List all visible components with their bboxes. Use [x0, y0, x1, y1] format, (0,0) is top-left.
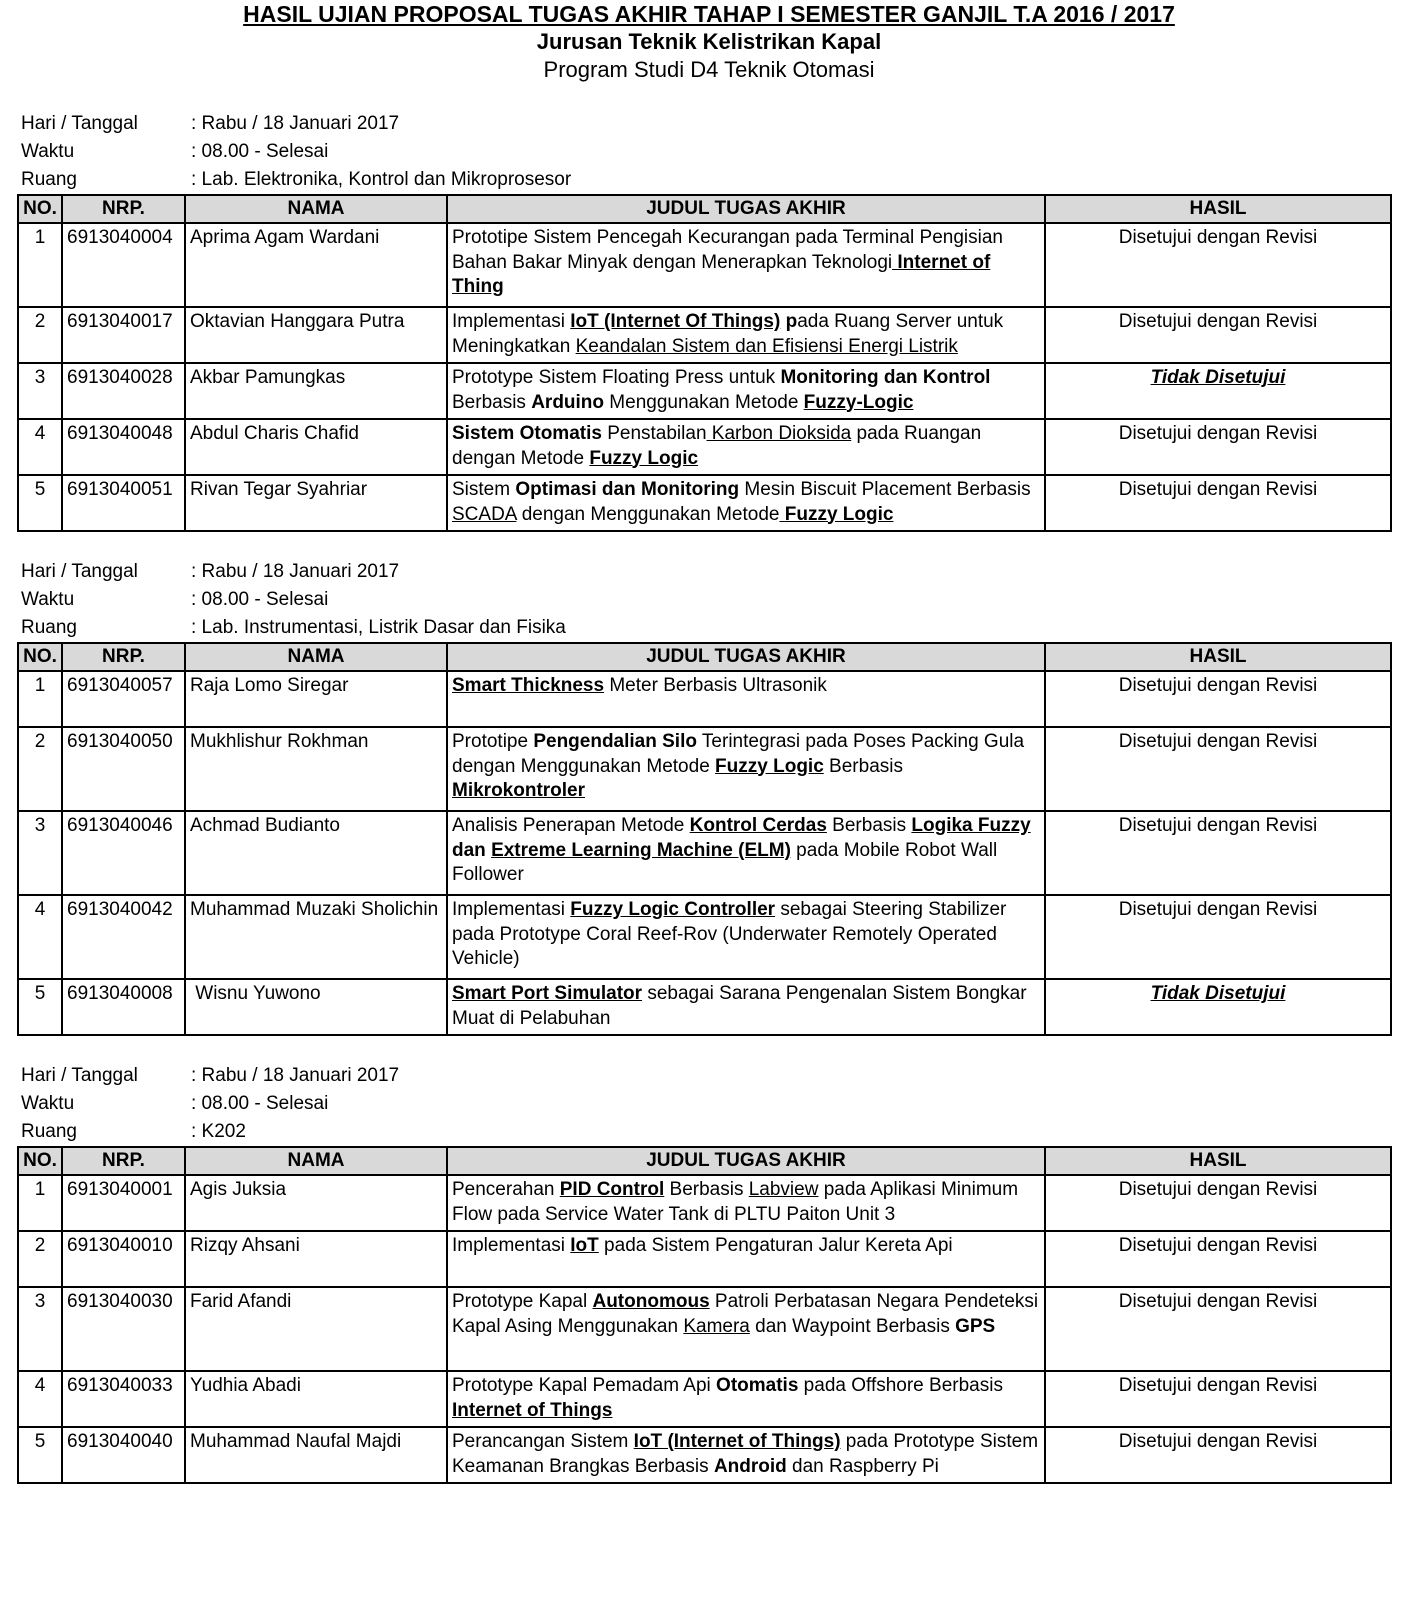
name-cell: Farid Afandi: [185, 1287, 447, 1371]
table-row: [18, 223, 1391, 307]
thesis-title-cell: Prototipe Sistem Pencegah Kecurangan pada Terminal Pengisian Bahan Bakar Minyak dengan Menerapkan Teknologi Internet of Thing: [447, 223, 1045, 307]
time-label: Waktu: [21, 141, 75, 162]
row-number: 5: [18, 979, 62, 1035]
table-row: [18, 475, 1391, 531]
date-label: Hari / Tanggal: [21, 1065, 138, 1086]
name-cell: Oktavian Hanggara Putra: [185, 307, 447, 363]
nrp-cell: 6913040028: [62, 363, 185, 419]
date-label: Hari / Tanggal: [21, 113, 138, 134]
column-header-hasil: HASIL: [1045, 195, 1391, 223]
column-header-nama: NAMA: [185, 1147, 447, 1175]
name-cell: Rivan Tegar Syahriar: [185, 475, 447, 531]
column-header-nrp: NRP.: [62, 643, 185, 671]
thesis-title-cell: Sistem Optimasi dan Monitoring Mesin Biscuit Placement Berbasis SCADA dengan Menggunakan Metode Fuzzy Logic: [447, 475, 1045, 531]
date-value: : Rabu / 18 Januari 2017: [191, 113, 400, 134]
thesis-title-cell: Analisis Penerapan Metode Kontrol Cerdas Berbasis Logika Fuzzy dan Extreme Learning Machine (ELM) pada Mobile Robot Wall Follower: [447, 811, 1045, 895]
name-cell: Akbar Pamungkas: [185, 363, 447, 419]
table-row: [18, 1427, 1391, 1483]
thesis-title-cell: Smart Thickness Meter Berbasis Ultrasonik: [447, 671, 1045, 727]
time-value: : 08.00 - Selesai: [191, 589, 329, 610]
exam-session-1: [17, 110, 1390, 532]
nrp-cell: 6913040046: [62, 811, 185, 895]
results-table: [17, 642, 1392, 1036]
session-info: [17, 558, 1390, 642]
column-header-no: NO.: [18, 195, 62, 223]
time-value: : 08.00 - Selesai: [191, 141, 329, 162]
table-header-row: [18, 195, 1391, 223]
name-cell: Muhammad Muzaki Sholichin: [185, 895, 447, 979]
thesis-title-cell: Prototype Sistem Floating Press untuk Monitoring dan Kontrol Berbasis Arduino Menggunakan Metode Fuzzy-Logic: [447, 363, 1045, 419]
table-row: [18, 1371, 1391, 1427]
result-cell: Disetujui dengan Revisi: [1045, 1175, 1391, 1231]
nrp-cell: 6913040030: [62, 1287, 185, 1371]
nrp-cell: 6913040042: [62, 895, 185, 979]
room-label: Ruang: [21, 1121, 77, 1142]
nrp-cell: 6913040051: [62, 475, 185, 531]
name-cell: Rizqy Ahsani: [185, 1231, 447, 1287]
document-title: HASIL UJIAN PROPOSAL TUGAS AKHIR TAHAP I SEMESTER GANJIL T.A 2016 / 2017: [243, 1, 1175, 27]
nrp-cell: 6913040008: [62, 979, 185, 1035]
result-cell: Tidak Disetujui: [1045, 979, 1391, 1035]
result-cell: Disetujui dengan Revisi: [1045, 895, 1391, 979]
result-cell: Disetujui dengan Revisi: [1045, 419, 1391, 475]
column-header-hasil: HASIL: [1045, 1147, 1391, 1175]
room-value: : Lab. Instrumentasi, Listrik Dasar dan Fisika: [191, 617, 566, 638]
nrp-cell: 6913040033: [62, 1371, 185, 1427]
thesis-title-cell: Implementasi IoT pada Sistem Pengaturan Jalur Kereta Api: [447, 1231, 1045, 1287]
table-header-row: [18, 643, 1391, 671]
results-table: [17, 1146, 1392, 1484]
thesis-title-cell: Smart Port Simulator sebagai Sarana Pengenalan Sistem Bongkar Muat di Pelabuhan: [447, 979, 1045, 1035]
result-cell: Disetujui dengan Revisi: [1045, 223, 1391, 307]
table-row: [18, 671, 1391, 727]
room-label: Ruang: [21, 617, 77, 638]
name-cell: Aprima Agam Wardani: [185, 223, 447, 307]
nrp-cell: 6913040017: [62, 307, 185, 363]
nrp-cell: 6913040040: [62, 1427, 185, 1483]
row-number: 3: [18, 1287, 62, 1371]
thesis-title-cell: Implementasi IoT (Internet Of Things) pada Ruang Server untuk Meningkatkan Keandalan Sistem dan Efisiensi Energi Listrik: [447, 307, 1045, 363]
row-number: 3: [18, 363, 62, 419]
row-number: 1: [18, 1175, 62, 1231]
name-cell: Yudhia Abadi: [185, 1371, 447, 1427]
table-header-row: [18, 1147, 1391, 1175]
result-cell: Disetujui dengan Revisi: [1045, 671, 1391, 727]
session-info: [17, 1062, 1390, 1146]
room-value: : K202: [191, 1121, 246, 1142]
name-cell: Wisnu Yuwono: [185, 979, 447, 1035]
column-header-judul: JUDUL TUGAS AKHIR: [447, 1147, 1045, 1175]
result-cell: Disetujui dengan Revisi: [1045, 727, 1391, 811]
row-number: 3: [18, 811, 62, 895]
column-header-no: NO.: [18, 1147, 62, 1175]
session-info: [17, 110, 1390, 194]
name-cell: Mukhlishur Rokhman: [185, 727, 447, 811]
date-value: : Rabu / 18 Januari 2017: [191, 1065, 400, 1086]
row-number: 1: [18, 671, 62, 727]
name-cell: Abdul Charis Chafid: [185, 419, 447, 475]
exam-session-3: [17, 1062, 1390, 1484]
room-value: : Lab. Elektronika, Kontrol dan Mikroprosesor: [191, 169, 572, 190]
room-label: Ruang: [21, 169, 77, 190]
nrp-cell: 6913040050: [62, 727, 185, 811]
table-row: [18, 363, 1391, 419]
program-name: Program Studi D4 Teknik Otomasi: [543, 57, 875, 82]
result-cell: Disetujui dengan Revisi: [1045, 811, 1391, 895]
name-cell: Achmad Budianto: [185, 811, 447, 895]
row-number: 2: [18, 727, 62, 811]
table-row: [18, 1287, 1391, 1371]
time-label: Waktu: [21, 589, 75, 610]
result-cell: Disetujui dengan Revisi: [1045, 1371, 1391, 1427]
table-row: [18, 979, 1391, 1035]
thesis-title-cell: Pencerahan PID Control Berbasis Labview pada Aplikasi Minimum Flow pada Service Water Tank di PLTU Paiton Unit 3: [447, 1175, 1045, 1231]
column-header-no: NO.: [18, 643, 62, 671]
table-row: [18, 419, 1391, 475]
table-row: [18, 727, 1391, 811]
column-header-judul: JUDUL TUGAS AKHIR: [447, 195, 1045, 223]
thesis-title-cell: Implementasi Fuzzy Logic Controller sebagai Steering Stabilizer pada Prototype Coral Reef-Rov (Underwater Remotely Operated Vehicle): [447, 895, 1045, 979]
row-number: 2: [18, 307, 62, 363]
column-header-hasil: HASIL: [1045, 643, 1391, 671]
date-label: Hari / Tanggal: [21, 561, 138, 582]
result-cell: Disetujui dengan Revisi: [1045, 1427, 1391, 1483]
result-cell: Disetujui dengan Revisi: [1045, 307, 1391, 363]
table-row: [18, 895, 1391, 979]
row-number: 1: [18, 223, 62, 307]
nrp-cell: 6913040010: [62, 1231, 185, 1287]
nrp-cell: 6913040057: [62, 671, 185, 727]
row-number: 4: [18, 419, 62, 475]
result-cell: Disetujui dengan Revisi: [1045, 1287, 1391, 1371]
thesis-title-cell: Prototipe Pengendalian Silo Terintegrasi pada Poses Packing Gula dengan Menggunakan Metode Fuzzy Logic Berbasis Mikrokontroler: [447, 727, 1045, 811]
nrp-cell: 6913040001: [62, 1175, 185, 1231]
table-row: [18, 1175, 1391, 1231]
column-header-nrp: NRP.: [62, 1147, 185, 1175]
row-number: 5: [18, 1427, 62, 1483]
name-cell: Muhammad Naufal Majdi: [185, 1427, 447, 1483]
results-table: [17, 194, 1392, 532]
table-row: [18, 1231, 1391, 1287]
thesis-title-cell: Perancangan Sistem IoT (Internet of Things) pada Prototype Sistem Keamanan Brangkas Berbasis Android dan Raspberry Pi: [447, 1427, 1045, 1483]
row-number: 4: [18, 1371, 62, 1427]
row-number: 5: [18, 475, 62, 531]
column-header-judul: JUDUL TUGAS AKHIR: [447, 643, 1045, 671]
column-header-nrp: NRP.: [62, 195, 185, 223]
department-name: Jurusan Teknik Kelistrikan Kapal: [536, 29, 882, 54]
date-value: : Rabu / 18 Januari 2017: [191, 561, 400, 582]
nrp-cell: 6913040004: [62, 223, 185, 307]
column-header-nama: NAMA: [185, 195, 447, 223]
nrp-cell: 6913040048: [62, 419, 185, 475]
name-cell: Raja Lomo Siregar: [185, 671, 447, 727]
time-value: : 08.00 - Selesai: [191, 1093, 329, 1114]
name-cell: Agis Juksia: [185, 1175, 447, 1231]
result-cell: Disetujui dengan Revisi: [1045, 1231, 1391, 1287]
exam-session-2: [17, 558, 1390, 1036]
result-cell: Tidak Disetujui: [1045, 363, 1391, 419]
column-header-nama: NAMA: [185, 643, 447, 671]
time-label: Waktu: [21, 1093, 75, 1114]
row-number: 2: [18, 1231, 62, 1287]
thesis-title-cell: Prototype Kapal Pemadam Api Otomatis pada Offshore Berbasis Internet of Things: [447, 1371, 1045, 1427]
row-number: 4: [18, 895, 62, 979]
table-row: [18, 307, 1391, 363]
result-cell: Disetujui dengan Revisi: [1045, 475, 1391, 531]
thesis-title-cell: Sistem Otomatis Penstabilan Karbon Dioksida pada Ruangan dengan Metode Fuzzy Logic: [447, 419, 1045, 475]
thesis-title-cell: Prototype Kapal Autonomous Patroli Perbatasan Negara Pendeteksi Kapal Asing Menggunakan Kamera dan Waypoint Berbasis GPS: [447, 1287, 1045, 1371]
table-row: [18, 811, 1391, 895]
